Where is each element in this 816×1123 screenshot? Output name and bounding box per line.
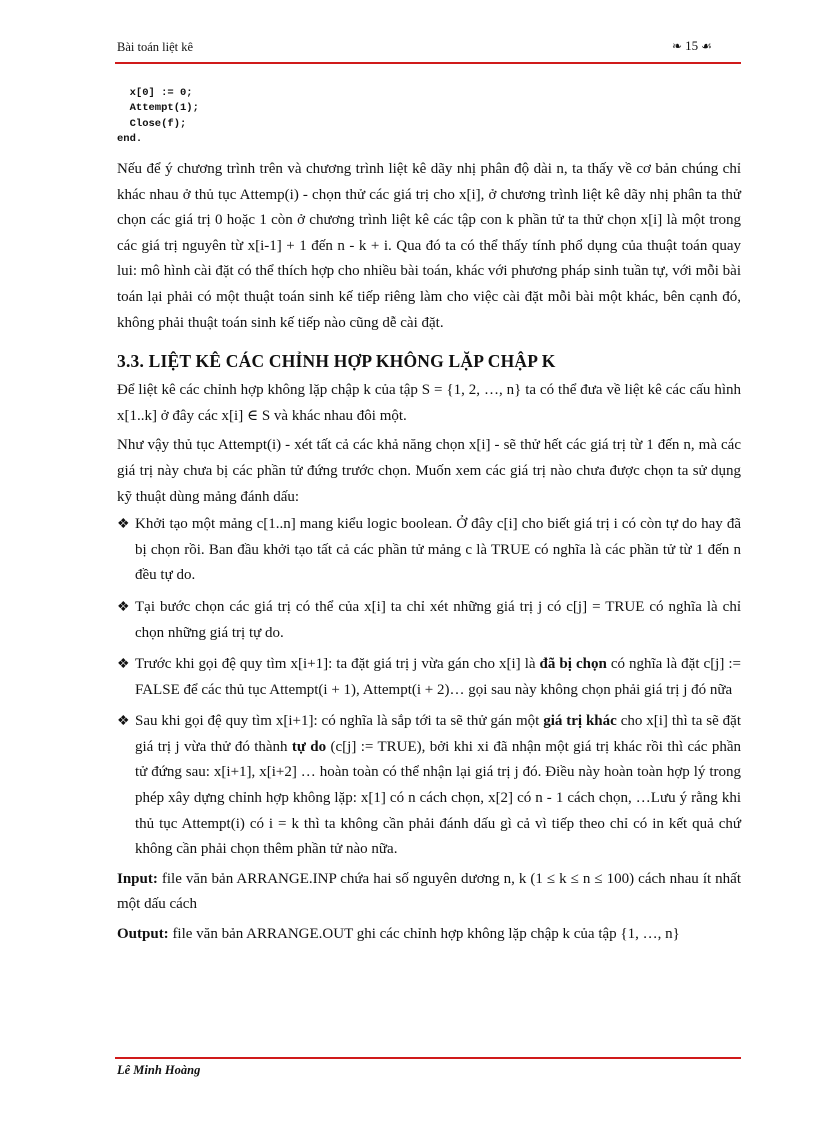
list-item-text: Sau khi gọi đệ quy tìm x[i+1]: có nghĩa là sắp tới ta sẽ thử gán một <box>135 713 544 730</box>
list-item <box>117 709 741 863</box>
list-item-text: (c[j] := TRUE), bởi khi xi đã nhận một giá trị khác rồi thì các phần tử đứng sau: x[i+1], x[i+2] … hoàn toàn có thể nhận lại giá trị j đó. Điều này hoàn toàn hợp lý trong phép xây dựng chỉnh hợp không lặp: x[1] có n cách chọn, x[2] có n - 1 cách chọn, …Lưu ý rằng khi thủ tục Attempt(i) có i = k thì ta không cần phải đánh dấu gì cả vì tiếp theo chỉ có in kết quả chứ không cần phải chọn thêm phần tử nào nữa. <box>135 738 742 858</box>
output-spec <box>117 922 741 948</box>
list-item-text: Trước khi gọi đệ quy tìm x[i+1]: ta đặt giá trị j vừa gán cho x[i] là <box>135 656 540 673</box>
paragraph: Để liệt kê các chỉnh hợp không lặp chập k của tập S = {1, 2, …, n} ta có thể đưa về liệt kê các cấu hình x[1..k] ở đây các x[i] ∈ S và khác nhau đôi một. <box>117 382 741 424</box>
main-content <box>117 157 741 948</box>
code-line: Close(f); <box>117 117 187 130</box>
page-header-title: Bài toán liệt kê <box>117 40 194 54</box>
list-item-text: Khởi tạo một mảng c[1..n] mang kiểu logic boolean. Ở đây c[i] cho biết giá trị i có còn tự do hay đã bị chọn rồi. Ban đầu khởi tạo tất cả các phần tử mảng c là TRUE có nghĩa là các phần tử từ 1 đến n đều tự do. <box>135 516 741 584</box>
footer-rule <box>115 1057 741 1059</box>
list-item <box>117 512 741 589</box>
input-label: Input: <box>117 870 158 887</box>
output-label: Output: <box>117 926 169 943</box>
bold-term: giá trị khác <box>543 713 617 730</box>
diamond-bullet-icon: ❖ <box>117 517 130 533</box>
list-item-text: có nghĩa là đặt c[j] := FALSE để các thủ tục Attempt(i + 1), Attempt(i + 2)… gọi sau này không chọn phải giá trị j đó nữa <box>135 656 741 698</box>
list-item <box>117 595 741 646</box>
code-line: end. <box>117 132 143 145</box>
paragraph: Như vậy thủ tục Attempt(i) - xét tất cả các khả năng chọn x[i] - sẽ thử hết các giá trị từ 1 đến n, mà các giá trị này chưa bị các phần tử đứng trước chọn. Muốn xem các giá trị nào chưa được chọn ta sử dụng kỹ thuật dùng mảng đánh dấu: <box>117 437 741 505</box>
paragraph: Nếu để ý chương trình trên và chương trình liệt kê dãy nhị phân độ dài n, ta thấy về cơ bản chúng chỉ khác nhau ở thủ tục Attemp(i) - chọn thử các giá trị cho x[i], ở chương trình liệt kê dãy nhị phân ta thử chọn các giá trị 0 hoặc 1 còn ở chương trình liệt kê các tập con k phần tử ta thử chọn x[i] là một trong các giá trị nguyên từ x[i-1] + 1 đến n - k + i. Qua đó ta có thể thấy tính phổ dụng của thuật toán quay lui: mô hình cài đặt có thể thích hợp cho nhiều bài toán, khác với phương pháp sinh tuần tự, với mỗi bài toán lại phải có một thuật toán sinh kế tiếp riêng làm cho việc cài đặt mỗi bài một khác, bên cạnh đó, không phải thuật toán sinh kế tiếp nào cũng dễ cài đặt. <box>117 161 741 331</box>
ornament-right-icon: ☙ <box>701 38 712 53</box>
bold-term: tự do <box>291 738 327 755</box>
bullet-list <box>117 512 741 863</box>
list-item <box>117 652 741 703</box>
diamond-bullet-icon: ❖ <box>117 599 130 615</box>
footer-author: Lê Minh Hoàng <box>117 1063 201 1077</box>
output-text: file văn bản ARRANGE.OUT ghi các chỉnh hợp không lặp chập k của tập {1, …, n} <box>168 926 680 943</box>
section-heading: 3.3. LIỆT KÊ CÁC CHỈNH HỢP KHÔNG LẶP CHẬP K <box>117 351 556 372</box>
page-number: 15 <box>685 38 699 53</box>
diamond-bullet-icon: ❖ <box>117 657 130 673</box>
input-text: file văn bản ARRANGE.INP chứa hai số nguyên dương n, k (1 ≤ k ≤ n ≤ 100) cách nhau ít nhất một dấu cách <box>117 870 741 913</box>
page-number-group <box>672 38 712 54</box>
header-rule <box>115 62 741 64</box>
list-item-text: Tại bước chọn các giá trị có thể của x[i] ta chỉ xét những giá trị j có c[j] = TRUE có nghĩa là chỉ chọn những giá trị tự do. <box>135 598 741 641</box>
diamond-bullet-icon: ❖ <box>117 714 130 730</box>
ornament-left-icon: ❧ <box>672 38 683 53</box>
bold-term: đã bị chọn <box>539 656 607 673</box>
list-item-text: cho x[i] thì ta sẽ đặt giá trị j vừa thử đó thành <box>135 713 741 755</box>
code-line: x[0] := 0; <box>117 87 193 99</box>
code-line: Attempt(1); <box>117 102 199 115</box>
code-block <box>117 86 199 147</box>
input-spec <box>117 867 741 918</box>
